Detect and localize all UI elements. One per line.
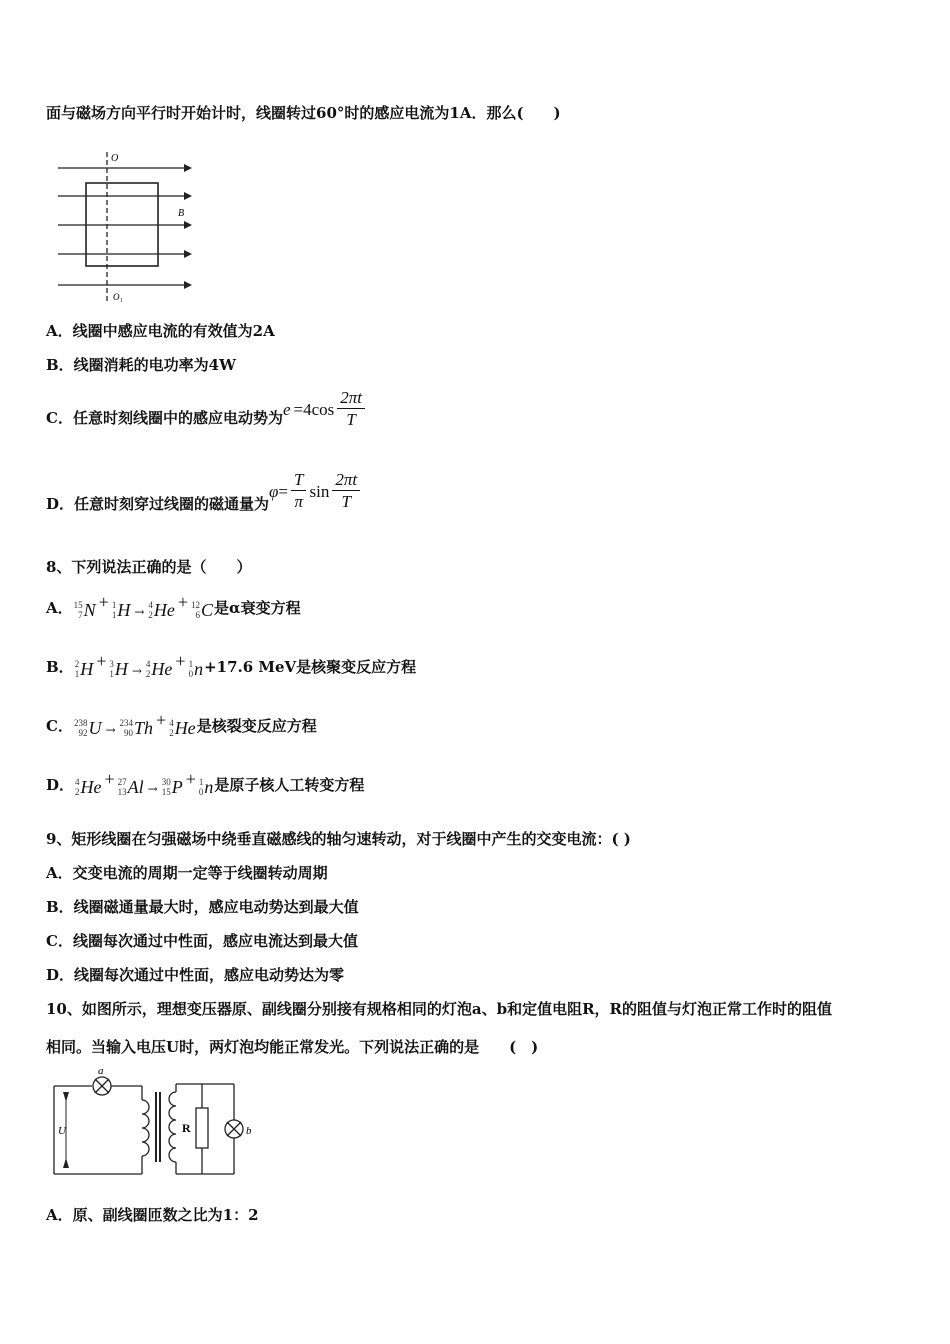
element-symbol: N — [83, 600, 96, 620]
plus-sign: + — [98, 592, 109, 612]
element-symbol: U — [88, 718, 102, 738]
atomic-number: 2 — [145, 669, 151, 679]
flux-fraction-1-denominator: π — [294, 492, 304, 511]
reaction-arrow: → — [134, 605, 145, 619]
mass-number: 234 — [119, 718, 134, 728]
axis-label-o: O — [111, 153, 119, 164]
nuclide-b-0 — [75, 659, 94, 679]
nuclear-equation-a — [73, 592, 214, 622]
question-10-line-2: 相同。当输入电压U时，两灯泡均能正常发光。下列说法正确的是 ( ) — [46, 1038, 539, 1056]
mass-number: 12 — [191, 600, 201, 610]
element-symbol: He — [151, 659, 173, 679]
mass-number: 1 — [111, 600, 117, 610]
nuclear-equation-b — [74, 651, 204, 681]
plus-sign: + — [177, 592, 189, 612]
nuclide-b-1 — [109, 659, 128, 679]
q9-option-b: B．线圈磁通量最大时，感应电动势达到最大值 — [46, 898, 359, 916]
q9-option-a: A．交变电流的周期一定等于线圈转动周期 — [46, 864, 328, 882]
question-9-stem: 9、矩形线圈在匀强磁场中绕垂直磁感线的轴匀速转动，对于线圈中产生的交变电流：( ) — [46, 830, 631, 848]
lamp-a-label: a — [98, 1065, 104, 1077]
q8-option-b-tail: +17.6 MeV是核聚变反应方程 — [204, 657, 417, 676]
nuclide-d-2 — [162, 777, 183, 797]
element-symbol: He — [80, 777, 102, 797]
element-symbol: Th — [134, 718, 154, 738]
flux-symbol: φ — [269, 481, 279, 501]
nuclear-equation-c — [73, 710, 197, 740]
nuclide-d-3 — [199, 777, 214, 797]
q7-option-c — [46, 388, 368, 431]
q7-option-b: B．线圈消耗的电功率为4W — [46, 356, 236, 374]
emf-fraction-numerator: 2πt — [337, 388, 365, 409]
q7-option-d-text: D．任意时刻穿过线圈的磁通量为 — [46, 495, 270, 513]
nuclide-d-1 — [118, 777, 144, 797]
nuclide-a-0 — [74, 600, 96, 620]
q8-option-d — [46, 769, 364, 799]
emf-fraction — [337, 388, 365, 431]
mass-number: 15 — [73, 600, 83, 610]
element-symbol: P — [171, 777, 183, 797]
q8-option-d-tail: 是原子核人工转变方程 — [214, 775, 365, 794]
question-8-stem: 8、下列说法正确的是（ ） — [46, 558, 252, 576]
mass-number: 4 — [75, 777, 80, 787]
mass-number: 4 — [169, 718, 174, 728]
field-label-b: B — [178, 208, 185, 219]
reaction-arrow: → — [105, 723, 116, 737]
q8-option-a-tail: 是α衰变方程 — [214, 598, 301, 617]
q8-option-d-label: D． — [46, 775, 75, 794]
q7-option-a: A．线圈中感应电流的有效值为2A — [46, 322, 275, 340]
atomic-number: 90 — [124, 728, 134, 738]
atomic-number: 0 — [188, 669, 194, 679]
mass-number: 1 — [188, 659, 194, 669]
mass-number: 238 — [73, 718, 88, 728]
nuclide-b-3 — [189, 659, 204, 679]
element-symbol: H — [80, 659, 94, 679]
flux-fraction-1 — [291, 470, 306, 513]
atomic-number: 7 — [78, 610, 83, 620]
element-symbol: Al — [127, 777, 144, 797]
nuclide-c-1 — [120, 718, 154, 738]
element-symbol: n — [204, 777, 214, 797]
flux-sin: sin — [309, 481, 330, 501]
atomic-number: 1 — [109, 669, 114, 679]
q10-option-a: A．原、副线圈匝数之比为1：2 — [46, 1206, 259, 1224]
question-10-line-1: 10、如图所示，理想变压器原、副线圈分别接有规格相同的灯泡a、b和定值电阻R，R的阻值与灯泡正常工作时的阻值 — [46, 1000, 833, 1018]
flux-fraction-2 — [332, 470, 360, 513]
nuclide-c-0 — [74, 718, 102, 738]
q8-option-c-tail: 是核裂变反应方程 — [196, 716, 317, 735]
atomic-number: 0 — [198, 787, 204, 797]
atomic-number: 13 — [117, 787, 127, 797]
atomic-number: 2 — [75, 787, 80, 797]
element-symbol: C — [201, 600, 214, 620]
emf-formula — [283, 388, 368, 431]
atomic-number: 6 — [195, 610, 201, 620]
atomic-number: 2 — [148, 610, 153, 620]
emf-symbol: e — [282, 399, 291, 419]
resistor-r-label: R — [182, 1121, 191, 1135]
plus-sign: + — [96, 651, 107, 671]
emf-coefficient: =4cos — [293, 399, 335, 419]
coil-field-diagram — [52, 148, 202, 306]
nuclear-equation-d — [74, 769, 214, 799]
flux-fraction-1-numerator: T — [291, 470, 306, 491]
atomic-number: 2 — [169, 728, 174, 738]
question-7-intro: 面与磁场方向平行时开始计时，线圈转过60°时的感应电流为1A．那么( ) — [46, 104, 561, 122]
element-symbol: n — [194, 659, 204, 679]
lamp-b-label: b — [246, 1125, 252, 1137]
element-symbol: H — [117, 600, 131, 620]
q9-option-c: C．线圈每次通过中性面，感应电流达到最大值 — [46, 932, 358, 950]
nuclide-a-3 — [191, 600, 213, 620]
mass-number: 30 — [161, 777, 171, 787]
reaction-arrow: → — [131, 664, 142, 678]
emf-fraction-denominator: T — [346, 410, 356, 429]
plus-sign: + — [185, 769, 196, 789]
axis-label-o1: O₁ — [113, 292, 123, 302]
q8-option-c-label: C． — [46, 716, 73, 735]
plus-sign: + — [156, 710, 167, 730]
q8-option-b-label: B． — [46, 657, 74, 676]
voltage-u-label: U — [58, 1125, 66, 1137]
element-symbol: He — [174, 718, 196, 738]
mass-number: 1 — [198, 777, 204, 787]
mass-number: 2 — [74, 659, 80, 669]
mass-number: 3 — [109, 659, 114, 669]
mass-number: 27 — [117, 777, 127, 787]
plus-sign: + — [104, 769, 115, 789]
flux-fraction-2-denominator: T — [341, 492, 351, 511]
plus-sign: + — [175, 651, 186, 671]
atomic-number: 1 — [74, 669, 80, 679]
q8-option-c — [46, 710, 317, 740]
element-symbol: H — [114, 659, 128, 679]
q7-option-c-text: C．任意时刻线圈中的感应电动势为 — [46, 409, 283, 427]
atomic-number: 92 — [78, 728, 88, 738]
reaction-arrow: → — [147, 782, 158, 796]
atomic-number: 15 — [161, 787, 171, 797]
q9-option-d: D．线圈每次通过中性面，感应电动势达为零 — [46, 966, 345, 984]
atomic-number: 1 — [111, 610, 117, 620]
flux-formula — [269, 470, 363, 513]
mass-number: 4 — [148, 600, 153, 610]
nuclide-c-2 — [169, 718, 196, 738]
nuclide-a-2 — [148, 600, 175, 620]
nuclide-b-2 — [146, 659, 173, 679]
element-symbol: He — [153, 600, 175, 620]
q8-option-a — [46, 592, 301, 622]
q8-option-a-label: A． — [46, 598, 73, 617]
nuclide-a-1 — [112, 600, 131, 620]
q8-option-b — [46, 651, 416, 681]
mass-number: 4 — [145, 659, 151, 669]
transformer-circuit-diagram — [48, 1062, 268, 1182]
flux-fraction-2-numerator: 2πt — [332, 470, 360, 491]
flux-equals: = — [278, 481, 289, 501]
q7-option-d — [46, 470, 363, 513]
nuclide-d-0 — [75, 777, 102, 797]
